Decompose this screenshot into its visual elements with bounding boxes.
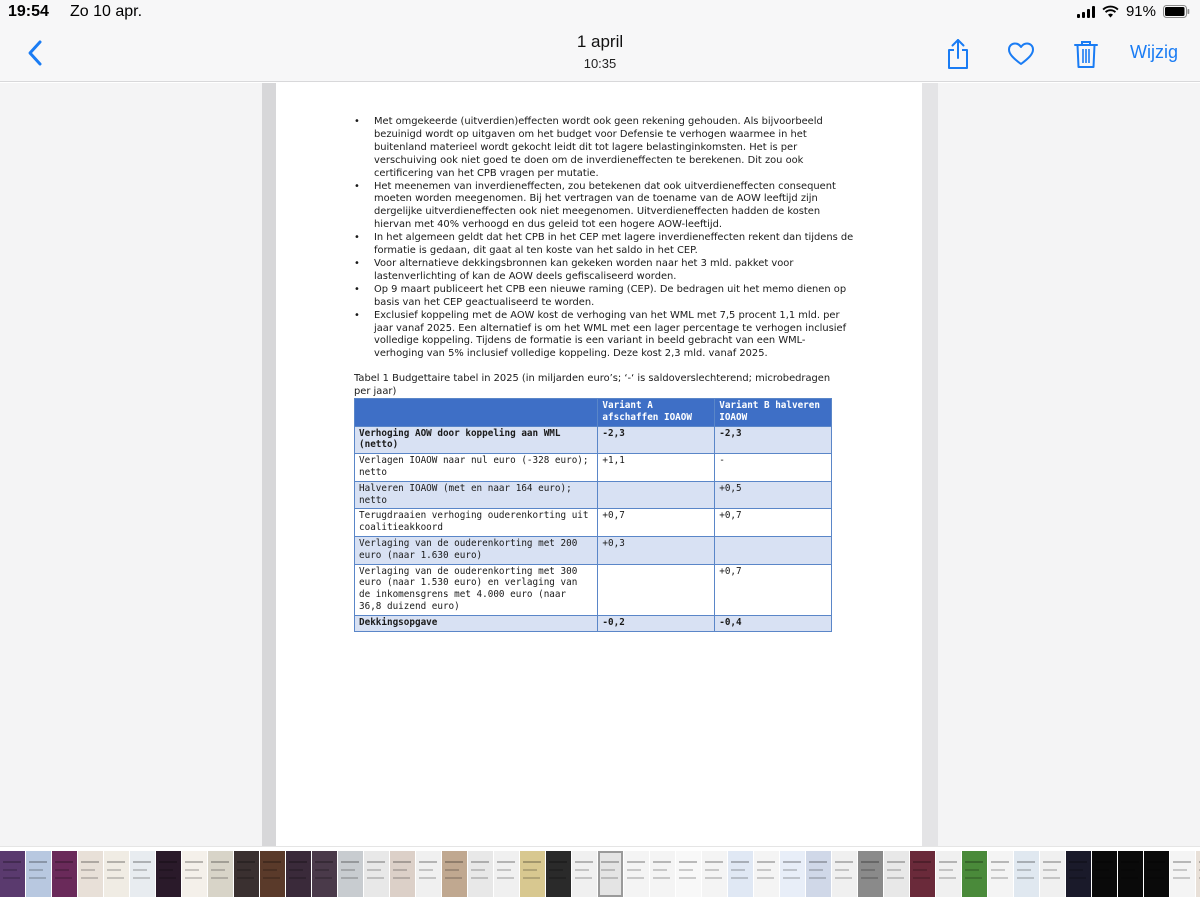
photo-thumbnail[interactable] [520,851,545,897]
thumbnail-texture [3,869,17,871]
table-caption: Tabel 1 Budgettaire tabel in 2025 (in miljarden euro’s; ‘-‘ is saldoverslechterend; microbedragen per jaar) [354,373,831,397]
variant-a-cell: +0,3 [598,536,715,564]
thumbnail-texture [1173,861,1191,863]
thumbnail-texture [1147,877,1164,879]
thumbnail-texture [991,869,1005,871]
variant-b-cell: -0,4 [715,615,832,631]
row-label-cell: Verlaging van de ouderenkorting met 300 euro (naar 1.530 euro) en verlaging van de inkomensgrens met 4.000 euro (naar 36,8 duizend euro) [355,564,598,615]
thumbnail-texture [81,869,95,871]
photo-thumbnail[interactable] [598,851,623,897]
thumbnail-texture [107,877,124,879]
thumbnail-texture [913,877,930,879]
thumbnail-texture [159,877,176,879]
thumbnail-texture [1121,877,1138,879]
thumbnail-texture [3,861,21,863]
cellular-signal-icon [1077,6,1095,18]
thumbnail-texture [939,877,956,879]
thumbnail-texture [1043,877,1060,879]
thumbnail-texture [1121,869,1135,871]
thumbnail-texture [1147,869,1161,871]
photo-thumbnail[interactable] [1118,851,1143,897]
thumbnail-texture [289,869,303,871]
thumbnail-texture [133,877,150,879]
thumbnail-texture [55,861,73,863]
thumbnail-texture [549,877,566,879]
thumbnail-texture [393,861,411,863]
status-date: Zo 10 apr. [70,3,143,20]
photo-thumbnail[interactable] [962,851,987,897]
thumbnail-texture [523,869,537,871]
thumbnail-texture [965,869,979,871]
back-button[interactable] [22,36,52,70]
photo-thumbnail[interactable] [416,851,441,897]
thumbnail-texture [835,877,852,879]
photo-thumbnail[interactable] [104,851,129,897]
photo-thumbnail[interactable] [364,851,389,897]
thumbnail-texture [653,877,670,879]
thumbnail-texture [757,877,774,879]
photo-thumbnail[interactable] [390,851,415,897]
favorite-button[interactable] [1003,36,1039,72]
thumbnail-texture [653,861,671,863]
thumbnail-texture [1043,861,1061,863]
thumbnail-texture [887,869,901,871]
photo-thumbnail[interactable] [1040,851,1065,897]
thumbnail-texture [497,877,514,879]
photo-thumbnail[interactable] [910,851,935,897]
thumbnail-texture [1095,869,1109,871]
photo-thumbnail[interactable] [26,851,51,897]
thumbnail-texture [627,861,645,863]
thumbnail-texture [627,877,644,879]
thumbnail-texture [523,861,541,863]
thumbnail-texture [29,861,47,863]
thumbnail-texture [887,877,904,879]
thumbnail-texture [289,861,307,863]
thumbnail-texture [1095,877,1112,879]
photo-thumbnail[interactable] [338,851,363,897]
thumbnail-texture [315,869,329,871]
bullet-item: • In het algemeen geldt dat het CPB in het CEP met lagere inverdieneffecten rekent dan tijdens de formatie is gedaan, dit gaat al ten koste van het saldo in het CEP. [354,232,854,258]
thumbnail-texture [549,861,567,863]
thumbnail-texture [55,877,72,879]
row-label-cell: Dekkingsopgave [355,615,598,631]
thumbnail-texture [575,861,593,863]
thumbnail-texture [263,869,277,871]
photo-thumbnail[interactable] [130,851,155,897]
thumbnail-texture [783,861,801,863]
bullet-item: • Voor alternatieve dekkingsbronnen kan gekeken worden naar het 3 mld. pakket voor lastenverlichting of kan de AOW deels gefiscaliseerd worden. [354,258,854,284]
status-time: 19:54 [8,3,49,20]
table-row [355,536,832,564]
photo-thumbnail[interactable] [312,851,337,897]
photo-thumbnail[interactable] [156,851,181,897]
thumbnail-texture [237,861,255,863]
thumbnail-texture [497,861,515,863]
photo-thumbnail[interactable] [1144,851,1169,897]
thumbnail-texture [1173,869,1187,871]
photo-thumbnail[interactable] [208,851,233,897]
row-label-cell: Terugdraaien verhoging ouderenkorting uit coalitieakkoord [355,509,598,537]
thumbnail-texture [913,861,931,863]
thumbnail-texture [133,869,147,871]
photo-thumbnail[interactable] [546,851,571,897]
photo-thumbnail[interactable] [1196,851,1200,897]
thumbnail-list [0,851,1200,897]
thumbnail-texture [185,877,202,879]
table-header-cell [355,399,598,427]
thumbnail-texture [497,869,511,871]
row-label-cell: Verhoging AOW door koppeling aan WML (netto) [355,426,598,454]
trash-icon [1073,39,1099,69]
thumbnail-texture [861,861,879,863]
row-label-cell: Halveren IOAOW (met en naar 164 euro); netto [355,481,598,509]
thumbnail-texture [419,861,437,863]
thumbnail-texture [627,869,641,871]
photo-thumbnail[interactable] [52,851,77,897]
thumbnail-texture [939,861,957,863]
battery-icon [1163,5,1190,18]
thumbnail-texture [835,869,849,871]
photo-thumbnail[interactable] [676,851,701,897]
variant-b-cell: - [715,454,832,482]
thumbnail-texture [757,869,771,871]
nav-subtitle: 10:35 [583,56,617,71]
thumbnail-texture [1017,877,1034,879]
thumbnail-texture [991,877,1008,879]
page-edge-right [922,83,938,846]
thumbnail-texture [29,869,43,871]
page-edge-left [262,83,276,846]
variant-b-cell: +0,5 [715,481,832,509]
table-row [355,481,832,509]
variant-a-cell: +0,7 [598,509,715,537]
variant-a-cell [598,564,715,615]
bullet-item: • Het meenemen van inverdieneffecten, zou betekenen dat ook uitverdieneffecten consequent moeten worden meegenomen. Bij het vertragen van de toename van de AOW leeftijd zijn dergelijke uitverdieneffecten ook niet meegenomen. Uitverdieneffecten hadden de kosten hiervan met 40% verhoogd en dus geleid tot een hogere AOW-leeftijd. [354,181,854,233]
heart-icon [1007,41,1035,67]
photo-thumbnail[interactable] [0,851,25,897]
thumbnail-texture [679,877,696,879]
thumbnail-texture [913,869,927,871]
photo-thumbnail[interactable] [572,851,597,897]
thumbnail-texture [679,861,697,863]
thumbnail-texture [1095,861,1113,863]
thumbnail-texture [107,861,125,863]
thumbnail-texture [1069,877,1086,879]
photo-thumbnail[interactable] [728,851,753,897]
bullet-item: • Op 9 maart publiceert het CPB een nieuwe raming (CEP). De bedragen uit het memo dienen op basis van het CEP geactualiseerd te worden. [354,284,854,310]
table-header-cell: Variant A afschaffen IOAOW [598,399,715,427]
thumbnail-texture [445,861,463,863]
thumbnail-texture [705,869,719,871]
thumbnail-texture [601,877,618,879]
thumbnail-texture [211,869,225,871]
budget-table [354,398,832,632]
photo-thumbnail[interactable] [468,851,493,897]
thumbnail-texture [679,869,693,871]
thumbnail-texture [991,861,1009,863]
thumbnail-texture [835,861,853,863]
thumbnail-texture [133,861,151,863]
photo-thumbnail[interactable] [832,851,857,897]
table-header-row [355,399,832,427]
thumbnail-texture [29,877,46,879]
photo-thumbnail[interactable] [182,851,207,897]
thumbnail-texture [809,869,823,871]
thumbnail-texture [159,869,173,871]
thumbnail-texture [263,877,280,879]
variant-a-cell: -0,2 [598,615,715,631]
edit-button[interactable]: Wijzig [1130,42,1178,62]
thumbnail-texture [237,877,254,879]
thumbnail-texture [1017,869,1031,871]
photo-thumbnail[interactable] [806,851,831,897]
table-row [355,509,832,537]
thumbnail-texture [419,869,433,871]
thumbnail-texture [965,861,983,863]
thumbnail-texture [705,877,722,879]
photo-thumbnail[interactable] [624,851,649,897]
thumbnail-strip[interactable] [0,846,1200,900]
photo-viewer[interactable] [0,83,1200,846]
nav-title-group [450,32,750,71]
variant-a-cell: +1,1 [598,454,715,482]
thumbnail-texture [3,877,20,879]
document-page [276,83,922,846]
thumbnail-texture [159,861,177,863]
thumbnail-texture [263,861,281,863]
variant-a-cell [598,481,715,509]
thumbnail-texture [393,869,407,871]
thumbnail-texture [575,869,589,871]
bullet-item: • Met omgekeerde (uitverdien)effecten wordt ook geen rekening gehouden. Als bijvoorbeeld bezuinigd wordt op uitgaven om het budget voor Defensie te verhogen waarmee in het buitenland materieel wordt gekocht leidt dit tot lagere belastinginkomsten. Het is per verschuiving ook niet goed te doen om de inverdieneffecten te berekenen. Dit zou ook certificering van het CPB vragen per mutatie. [354,116,854,181]
photo-thumbnail[interactable] [936,851,961,897]
delete-button[interactable] [1068,36,1104,72]
photo-thumbnail[interactable] [780,851,805,897]
variant-b-cell [715,536,832,564]
thumbnail-texture [549,869,563,871]
photo-thumbnail[interactable] [494,851,519,897]
table-row [355,454,832,482]
thumbnail-texture [55,869,69,871]
thumbnail-texture [731,869,745,871]
bullet-item: • Exclusief koppeling met de AOW kost de verhoging van het WML met 7,5 procent 1,1 mld. per jaar vanaf 2025. Een alternatief is om het WML met een lager percentage te verhogen inclusief volledige koppeling. Tijdens de formatie is een variant in beeld gebracht van een WML-verhoging van 5% inclusief volledige koppeling. Deze kost 2,3 mld. vanaf 2025. [354,310,854,362]
table-row [355,564,832,615]
thumbnail-texture [237,869,251,871]
photo-thumbnail[interactable] [78,851,103,897]
photo-thumbnail[interactable] [286,851,311,897]
thumbnail-texture [887,861,905,863]
thumbnail-texture [289,877,306,879]
thumbnail-texture [445,877,462,879]
thumbnail-texture [315,861,333,863]
table-row [355,426,832,454]
status-bar [0,0,1200,26]
thumbnail-texture [809,861,827,863]
row-label-cell: Verlagen IOAOW naar nul euro (-328 euro); netto [355,454,598,482]
thumbnail-texture [965,877,982,879]
share-button[interactable] [940,36,976,72]
thumbnail-texture [1173,877,1190,879]
thumbnail-texture [809,877,826,879]
thumbnail-texture [211,877,228,879]
thumbnail-texture [939,869,953,871]
thumbnail-texture [367,861,385,863]
thumbnail-texture [81,861,99,863]
thumbnail-texture [601,861,619,863]
thumbnail-texture [185,861,203,863]
chevron-left-icon [22,36,52,70]
photo-thumbnail[interactable] [650,851,675,897]
variant-b-cell: +0,7 [715,564,832,615]
battery-percentage: 91% [1125,3,1156,20]
thumbnail-texture [471,869,485,871]
photo-thumbnail[interactable] [1170,851,1195,897]
photo-thumbnail[interactable] [260,851,285,897]
thumbnail-texture [341,877,358,879]
thumbnail-texture [393,877,410,879]
thumbnail-texture [861,877,878,879]
photo-thumbnail[interactable] [1014,851,1039,897]
thumbnail-texture [211,861,229,863]
thumbnail-texture [1043,869,1057,871]
thumbnail-texture [471,877,488,879]
thumbnail-texture [601,869,615,871]
photo-thumbnail[interactable] [754,851,779,897]
photo-thumbnail[interactable] [1066,851,1091,897]
photo-thumbnail[interactable] [988,851,1013,897]
photo-thumbnail[interactable] [442,851,467,897]
thumbnail-texture [731,877,748,879]
variant-a-cell: -2,3 [598,426,715,454]
thumbnail-texture [419,877,436,879]
table-row [355,615,832,631]
thumbnail-texture [367,869,381,871]
row-label-cell: Verlaging van de ouderenkorting met 200 euro (naar 1.630 euro) [355,536,598,564]
thumbnail-texture [523,877,540,879]
thumbnail-texture [783,877,800,879]
variant-b-cell: +0,7 [715,509,832,537]
thumbnail-texture [341,869,355,871]
photo-thumbnail[interactable] [858,851,883,897]
thumbnail-texture [705,861,723,863]
thumbnail-texture [783,869,797,871]
thumbnail-texture [445,869,459,871]
share-icon [945,38,971,70]
thumbnail-texture [341,861,359,863]
thumbnail-texture [1017,861,1035,863]
photo-thumbnail[interactable] [884,851,909,897]
thumbnail-texture [367,877,384,879]
variant-b-cell: -2,3 [715,426,832,454]
thumbnail-texture [731,861,749,863]
photo-thumbnail[interactable] [702,851,727,897]
thumbnail-texture [861,869,875,871]
thumbnail-texture [1147,861,1165,863]
photo-thumbnail[interactable] [234,851,259,897]
table-header-cell: Variant B halveren IOAOW [715,399,832,427]
thumbnail-texture [757,861,775,863]
status-indicators [1077,3,1190,20]
bullet-list [354,116,854,361]
thumbnail-texture [107,869,121,871]
thumbnail-texture [315,877,332,879]
nav-title: 1 april [576,32,624,51]
photo-thumbnail[interactable] [1092,851,1117,897]
thumbnail-texture [1069,861,1087,863]
thumbnail-texture [1121,861,1139,863]
thumbnail-texture [575,877,592,879]
table-body [355,426,832,631]
navigation-bar [0,26,1200,82]
thumbnail-texture [81,877,98,879]
thumbnail-texture [471,861,489,863]
thumbnail-texture [185,869,199,871]
thumbnail-texture [653,869,667,871]
thumbnail-texture [1069,869,1083,871]
wifi-icon [1102,5,1119,18]
